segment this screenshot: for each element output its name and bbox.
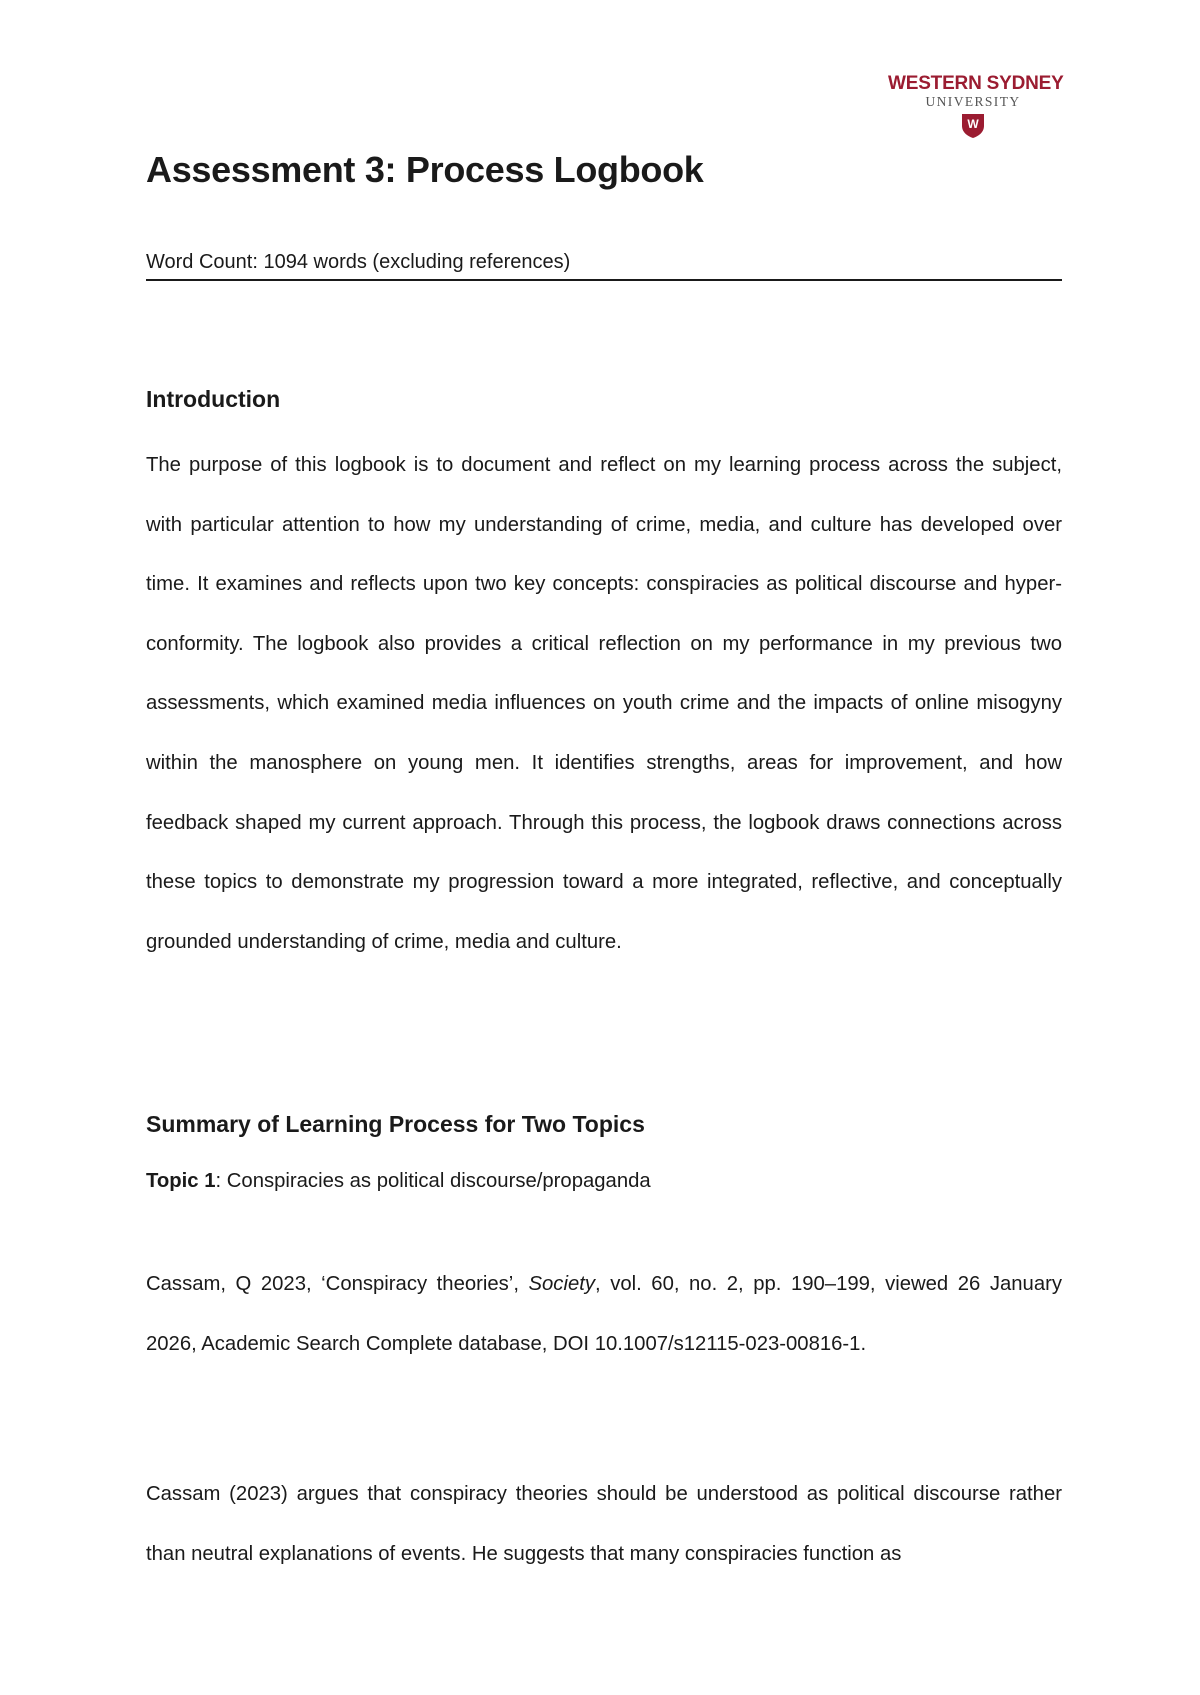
- topic-line: [146, 1166, 1062, 1196]
- reference-journal: Society: [528, 1273, 596, 1295]
- document-title: Assessment 3: Process Logbook: [146, 149, 704, 190]
- shield-icon: [961, 113, 985, 139]
- introduction-heading: Introduction: [146, 386, 281, 412]
- shield-letter: W: [967, 117, 979, 131]
- word-count: Word Count: 1094 words (excluding references): [146, 248, 1062, 281]
- logo-subtitle: UNIVERSITY: [925, 94, 1021, 109]
- university-logo: [888, 73, 1064, 139]
- introduction-paragraph: The purpose of this logbook is to document and reflect on my learning process across the subject, with particular attention to how my understanding of crime, media, and culture has developed over time. It examines and reflects upon two key concepts: conspiracies as political discourse and hyper-conformity. The logbook also provides a critical reflection on my performance in my previous two assessments, which examined media influences on youth crime and the impacts of online misogyny within the manosphere on young men. It identifies strengths, areas for improvement, and how feedback shaped my current approach. Through this process, the logbook draws connections across these topics to demonstrate my progression toward a more integrated, reflective, and conceptually grounded understanding of crime, media and culture.: [146, 454, 1062, 953]
- topic-label: Topic 1: [146, 1170, 216, 1192]
- reference-part-2: , vol. 60, no. 2, pp. 190–199, viewed 26 January 2026, Academic Search Complete database, DOI 10.1007/s12115-023-00816-1.: [146, 1273, 1062, 1355]
- topic-text: : Conspiracies as political discourse/propaganda: [215, 1170, 651, 1192]
- body-paragraph: Cassam (2023) argues that conspiracy theories should be understood as political discourse rather than neutral explanations of events. He suggests that many conspiracies function as: [146, 1483, 1062, 1565]
- logo-name: WESTERN SYDNEY: [888, 73, 1064, 94]
- summary-heading: Summary of Learning Process for Two Topics: [146, 1111, 645, 1137]
- reference-part-1: Cassam, Q 2023, ‘Conspiracy theories’,: [146, 1273, 529, 1295]
- reference-entry: [146, 1255, 1062, 1374]
